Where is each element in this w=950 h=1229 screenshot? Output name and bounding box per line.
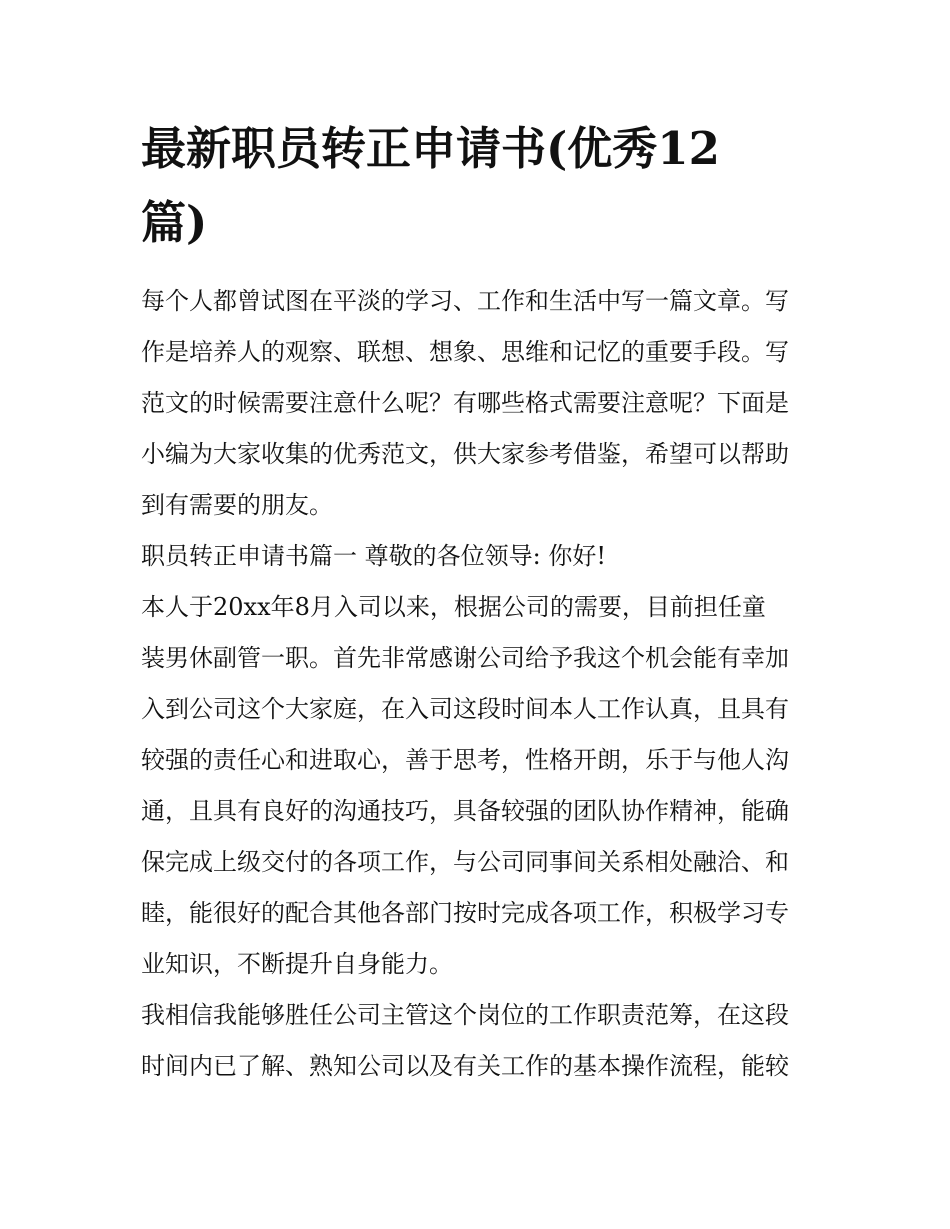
text-line: 我相信我能够胜任公司主管这个岗位的工作职责范筹，在这段 <box>141 1001 789 1029</box>
document-title <box>141 112 813 260</box>
text-line: 职员转正申请书篇一 尊敬的各位领导: 你好! <box>141 542 606 570</box>
title-line: 篇) <box>141 196 208 249</box>
text-line: 通，且具有良好的沟通技巧，具备较强的团队协作精神，能确 <box>141 797 789 825</box>
text-line: 较强的责任心和进取心，善于思考，性格开朗，乐于与他人沟 <box>141 746 789 774</box>
text-line: 每个人都曾试图在平淡的学习、工作和生活中写一篇文章。写 <box>141 287 789 315</box>
document-page <box>141 112 813 1092</box>
text-line: 本人于20xx年8月入司以来，根据公司的需要，目前担任童 <box>141 593 766 621</box>
salutation-paragraph <box>141 531 813 582</box>
intro-paragraph <box>141 276 813 531</box>
text-line: 业知识，不断提升自身能力。 <box>141 950 453 978</box>
document-body <box>141 276 813 1092</box>
text-line: 装男休副管一职。首先非常感谢公司给予我这个机会能有幸加 <box>141 644 789 672</box>
title-line: 最新职员转正申请书(优秀12 <box>141 122 720 175</box>
text-line: 到有需要的朋友。 <box>141 491 333 519</box>
body-paragraph <box>141 582 813 990</box>
text-line: 时间内已了解、熟知公司以及有关工作的基本操作流程，能较 <box>141 1052 789 1080</box>
text-line: 作是培养人的观察、联想、想象、思维和记忆的重要手段。写 <box>141 338 789 366</box>
text-line: 睦，能很好的配合其他各部门按时完成各项工作，积极学习专 <box>141 899 789 927</box>
body-paragraph <box>141 990 813 1092</box>
text-line: 范文的时候需要注意什么呢？有哪些格式需要注意呢？下面是 <box>141 389 789 417</box>
text-line: 小编为大家收集的优秀范文，供大家参考借鉴，希望可以帮助 <box>141 440 789 468</box>
text-line: 保完成上级交付的各项工作，与公司同事间关系相处融洽、和 <box>141 848 789 876</box>
text-line: 入到公司这个大家庭，在入司这段时间本人工作认真，且具有 <box>141 695 789 723</box>
